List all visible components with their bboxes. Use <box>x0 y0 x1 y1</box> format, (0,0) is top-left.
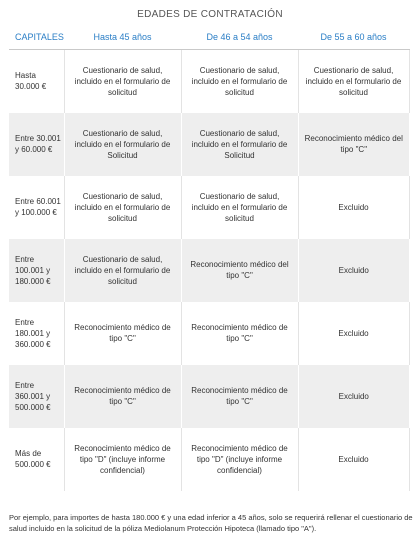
table-cell: Reconocimiento médico de tipo "D" (incluye informe confidencial) <box>64 428 181 491</box>
row-label: Más de 500.000 € <box>9 428 64 491</box>
row-label: Hasta 30.000 € <box>9 50 64 113</box>
table-cell: Excluido <box>298 239 409 302</box>
table-cell: Reconocimiento médico del tipo "C" <box>298 113 409 176</box>
column-header-46-54: De 46 a 54 años <box>181 25 298 50</box>
table-cell: Cuestionario de salud, incluido en el formulario de solicitud <box>64 239 181 302</box>
table-cell: Excluido <box>298 302 409 365</box>
table-cell: Reconocimiento médico de tipo "D" (incluye informe confidencial) <box>181 428 298 491</box>
row-label: Entre 60.001 y 100.000 € <box>9 176 64 239</box>
table-row <box>9 302 409 365</box>
table-cell: Excluido <box>298 428 409 491</box>
table-row <box>9 428 409 491</box>
table-cell: Cuestionario de salud, incluido en el formulario de Solicitud <box>64 113 181 176</box>
row-label: Entre 180.001 y 360.000 € <box>9 302 64 365</box>
column-header-55-60: De 55 a 60 años <box>298 25 409 50</box>
column-header-capitales: CAPITALES <box>9 25 64 50</box>
table-header-row <box>9 25 409 50</box>
table-cell: Cuestionario de salud, incluido en el formulario de solicitud <box>181 50 298 113</box>
footnote: Por ejemplo, para importes de hasta 180.000 € y una edad inferior a 45 años, solo se requerirá rellenar el cuestionario de salud incluido en la solicitud de la póliza Mediolanum Protección Hipoteca (llamado tipo "A"). <box>9 513 413 533</box>
table-row <box>9 50 409 113</box>
capital-age-table <box>9 25 410 491</box>
table-cell: Reconocimiento médico del tipo "C" <box>181 239 298 302</box>
table-cell: Cuestionario de salud, incluido en el formulario de Solicitud <box>181 113 298 176</box>
table-cell: Excluido <box>298 365 409 428</box>
table-row <box>9 176 409 239</box>
table-cell: Cuestionario de salud, incluido en el formulario de solicitud <box>64 50 181 113</box>
column-header-hasta-45: Hasta 45 años <box>64 25 181 50</box>
table-cell: Reconocimiento médico de tipo "C" <box>181 302 298 365</box>
age-group-title: EDADES DE CONTRATACIÓN <box>137 9 283 20</box>
table-cell: Excluido <box>298 176 409 239</box>
row-label: Entre 360.001 y 500.000 € <box>9 365 64 428</box>
table-row <box>9 365 409 428</box>
row-label: Entre 30.001 y 60.000 € <box>9 113 64 176</box>
table-cell: Reconocimiento médico de tipo "C" <box>64 302 181 365</box>
table-cell: Reconocimiento médico de tipo "C" <box>181 365 298 428</box>
table-cell: Cuestionario de salud, incluido en el formulario de solicitud <box>64 176 181 239</box>
row-label: Entre 100.001 y 180.000 € <box>9 239 64 302</box>
table-cell: Reconocimiento médico de tipo "C" <box>64 365 181 428</box>
table-cell: Cuestionario de salud, incluido en el formulario de solicitud <box>181 176 298 239</box>
table-row <box>9 113 409 176</box>
table-cell: Cuestionario de salud, incluido en el formulario de solicitud <box>298 50 409 113</box>
table-row <box>9 239 409 302</box>
